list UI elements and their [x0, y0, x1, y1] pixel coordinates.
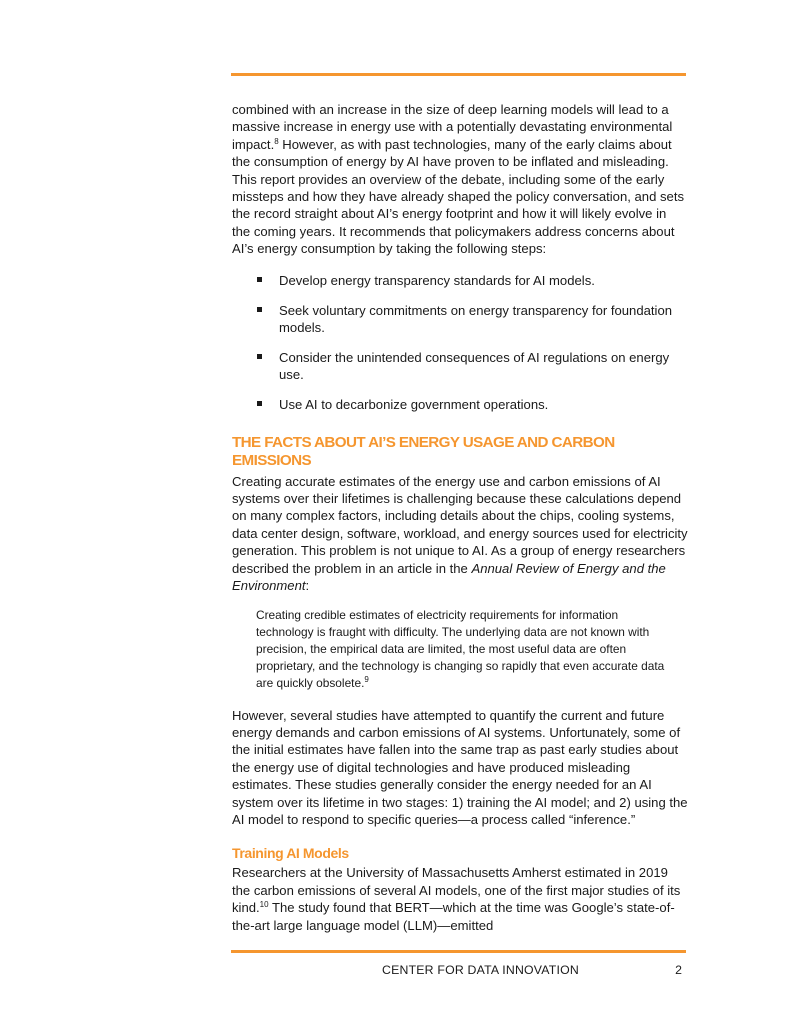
subheading-training: Training AI Models: [232, 845, 349, 862]
page-number: 2: [675, 963, 682, 977]
intro-text-2: However, as with past technologies, many of the early claims about the consumption of energy by AI have proven to be inflated and misleading. This report provides an overview of the debate, including some of the early missteps and how they have already shaped the policy conversation, and sets the record straight about AI’s energy footprint and how it will likely evolve in the coming years. It recommends that policymakers address concerns about AI’s energy consumption by taking the following steps:: [232, 136, 685, 257]
footer-organization: CENTER FOR DATA INNOVATION: [382, 963, 579, 977]
training-paragraph: [232, 864, 688, 934]
square-bullet-icon: [257, 401, 262, 406]
header-rule: [231, 73, 686, 76]
training-text-1: Researchers at the University of Massachusetts Amherst estimated in 2019 the carbon emissions of several AI models, one of the first major studies of its kind.: [232, 865, 681, 916]
square-bullet-icon: [257, 277, 262, 282]
page-footer: [231, 961, 686, 981]
section-heading-facts: THE FACTS ABOUT AI’S ENERGY USAGE AND CARBON EMISSIONS: [232, 433, 615, 469]
square-bullet-icon: [257, 354, 262, 359]
block-quote: [256, 607, 676, 693]
footer-rule: [231, 950, 686, 953]
facts-text-2: :: [305, 578, 310, 594]
recommendation-list: [232, 272, 688, 413]
square-bullet-icon: [257, 307, 262, 312]
facts-paragraph-2: However, several studies have attempted to quantify the current and future energy demands and carbon emissions of AI systems. Unfortunately, some of the initial estimates have fallen into the same trap as past early studies about the energy use of digital technologies and have produced misleading estimates. These studies generally consider the energy needed for an AI system over its lifetime in two stages: 1) training the AI model; and 2) using the AI model to respond to specific queries—a process called “inference.”: [232, 707, 688, 827]
facts-text-1: Creating accurate estimates of the energy use and carbon emissions of AI systems over their lifetimes is challenging because these calculations depend on many complex factors, including details about the chips, cooling systems, data center design, software, workload, and energy sources used for electricity generation. This problem is not unique to AI. As a group of energy researchers described the problem in an article in the: [232, 473, 688, 576]
list-item-text: Consider the unintended consequences of AI regulations on energy use.: [279, 349, 670, 382]
list-item: [232, 302, 688, 336]
list-item: [232, 349, 688, 383]
list-item-text: Seek voluntary commitments on energy transparency for foundation models.: [279, 302, 673, 335]
intro-paragraph: [232, 101, 688, 258]
footnote-ref-10[interactable]: 10: [259, 900, 269, 910]
journal-title: Annual Review of Energy and the Environment: [232, 560, 666, 594]
footnote-ref-9[interactable]: 9: [364, 675, 369, 685]
training-text-2: The study found that BERT—which at the time was Google’s state-of-the-art large language model (LLM)—emitted: [232, 900, 675, 933]
quote-text: Creating credible estimates of electricity requirements for information technology is fraught with difficulty. The underlying data are not known with precision, the empirical data are limited, the most useful data are often proprietary, and the technology is changing so rapidly that even accurate data are quickly obsolete.: [256, 607, 665, 691]
page-content: [232, 101, 688, 934]
list-item-text: Develop energy transparency standards for AI models.: [279, 272, 595, 288]
list-item-text: Use AI to decarbonize government operations.: [279, 396, 549, 412]
intro-text-1: combined with an increase in the size of deep learning models will lead to a massive increase in energy use with a potentially devastating environmental impact.: [232, 102, 673, 152]
facts-paragraph-1: [232, 473, 688, 595]
list-item: [232, 272, 688, 289]
list-item: [232, 396, 688, 413]
footnote-ref-8[interactable]: 8: [274, 136, 279, 146]
